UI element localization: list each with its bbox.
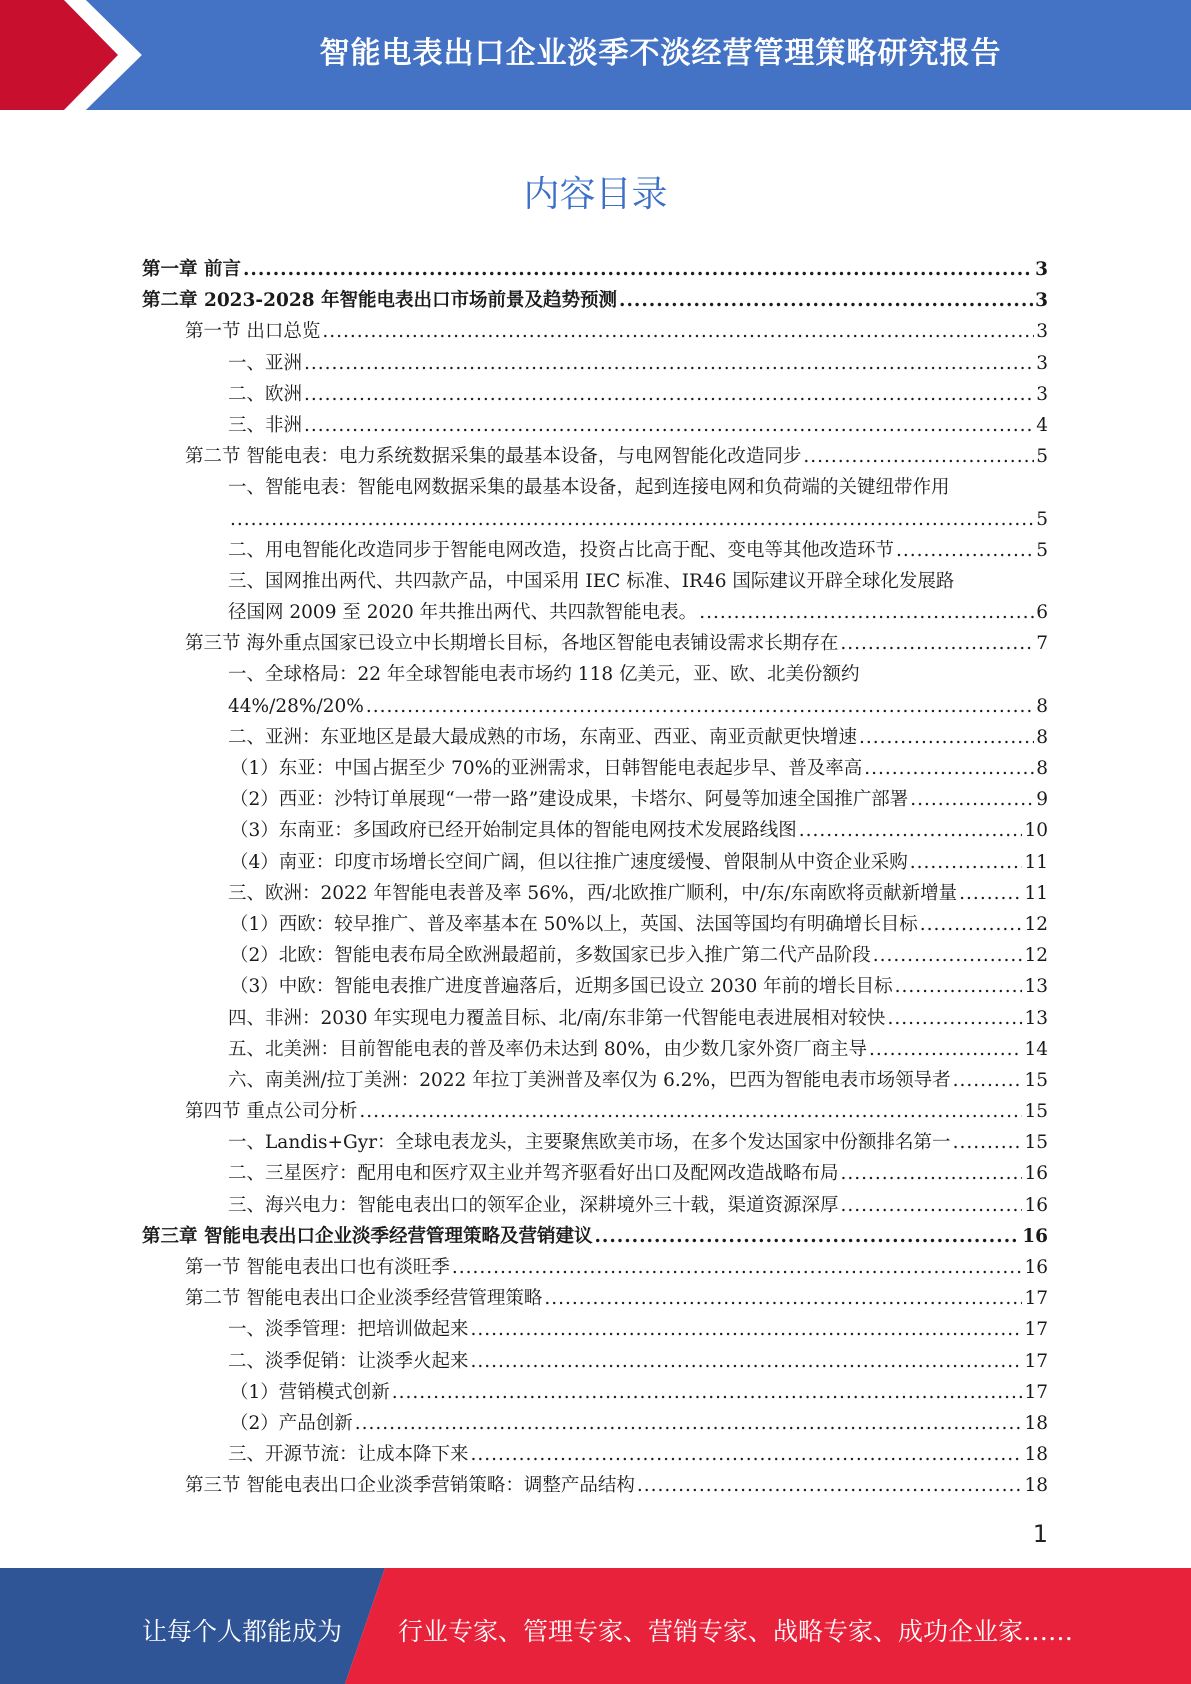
toc-leader-dots [841,1158,1023,1189]
toc-entry-page: 3 [1036,321,1048,343]
toc-entry[interactable] [142,1065,1048,1096]
toc-entry[interactable] [142,1158,1048,1189]
toc-entry[interactable] [142,535,1048,566]
toc-leader-dots [869,1034,1022,1065]
toc-entry-title: 第二章 2023-2028 年智能电表出口市场前景及趋势预测 [142,290,618,312]
toc-leader-dots [230,504,1034,535]
toc-entry-title: 六、南美洲/拉丁美洲：2022 年拉丁美洲普及率仅为 6.2%，巴西为智能电表市场领导者 [228,1069,951,1091]
toc-entry[interactable] [142,659,1048,690]
toc-entry[interactable] [142,940,1048,971]
toc-leader-dots [873,940,1023,971]
toc-leader-dots [910,847,1023,878]
toc-leader-dots [594,1221,1020,1252]
report-title: 智能电表出口企业淡季不淡经营管理策略研究报告 [319,36,1002,71]
toc-entry-page: 18 [1024,1475,1048,1497]
toc-leader-dots [803,441,1034,472]
toc-leader-dots [452,1252,1023,1283]
toc-entry-page: 17 [1024,1288,1048,1310]
toc-entry[interactable] [142,628,1048,659]
toc-leader-dots [304,379,1034,410]
toc-entry-title: 二、三星医疗：配用电和医疗双主业并驾齐驱看好出口及配网改造战略布局 [228,1163,839,1185]
toc-entry-page: 6 [1036,602,1048,624]
toc-leader-dots [619,285,1033,316]
toc-entry-page: 3 [1036,383,1048,405]
toc-entry-title: （1）东亚：中国占据至少 70%的亚洲需求，日韩智能电表起步早、普及率高 [230,758,863,779]
toc-entry[interactable] [142,1221,1048,1252]
toc-entry-page: 18 [1024,1444,1048,1466]
toc-entry-title: 二、亚洲：东亚地区是最大最成熟的市场，东南亚、西亚、南亚贡献更快增速 [228,726,858,748]
toc-entry-title: 四、非洲：2030 年实现电力覆盖目标、北/南/东非第一代智能电表进展相对较快 [228,1007,886,1029]
toc-entry-page: 15 [1024,1069,1048,1091]
toc-leader-dots [355,1408,1023,1439]
toc-leader-dots [699,597,1034,628]
toc-entry[interactable] [142,504,1048,535]
toc-entry-title: 第二节 智能电表出口企业淡季经营管理策略 [185,1288,543,1310]
toc-entry-title: （1）营销模式创新 [230,1381,390,1403]
toc-entry-page: 4 [1036,414,1048,436]
toc-entry-page: 5 [1036,446,1048,468]
toc-entry-title: 第四节 重点公司分析 [185,1101,358,1123]
toc-leader-dots [366,691,1034,722]
toc-leader-dots [953,1065,1023,1096]
toc-entry[interactable] [142,878,1048,909]
toc-entry-page: 13 [1024,976,1048,998]
toc-entry-page: 11 [1024,882,1048,904]
page-number: 1 [1032,1520,1048,1548]
toc-entry-title: （1）西欧：较早推广、普及率基本在 50%以上，英国、法国等国均有明确增长目标 [230,913,918,935]
toc-entry-title: 一、亚洲 [228,352,303,374]
toc-entry-page: 5 [1036,539,1048,561]
toc-entry[interactable] [142,1190,1048,1221]
toc-entry[interactable] [142,1252,1048,1283]
toc-entry-page: 16 [1024,1163,1048,1185]
toc-leader-dots [887,1003,1022,1034]
toc-entry-title: 三、海兴电力：智能电表出口的领军企业，深耕境外三十载，渠道资源深厚 [228,1194,839,1216]
toc-entry-page: 8 [1036,758,1048,779]
toc-leader-dots [359,1096,1022,1127]
toc-entry-page: 16 [1024,1257,1048,1278]
table-of-contents [142,254,1048,1502]
toc-leader-dots [243,254,1033,285]
toc-entry[interactable] [142,1034,1048,1065]
toc-entry-title: 第一节 智能电表出口也有淡旺季 [185,1257,450,1278]
toc-entry-title: （2）北欧：智能电表布局全欧洲最超前，多数国家已步入推广第二代产品阶段 [230,945,871,967]
footer-slogan-right: 行业专家、管理专家、营销专家、战略专家、成功企业家…… [398,1617,1074,1646]
toc-leader-dots [859,722,1034,753]
toc-entry-title: 三、欧洲：2022 年智能电表普及率 56%，西/北欧推广顺利，中/东/东南欧将贡献新增量 [228,882,958,904]
toc-entry-title: 五、北美洲：目前智能电表的普及率仍未达到 80%，由少数几家外资厂商主导 [228,1038,868,1060]
toc-entry-title: 一、全球格局：22 年全球智能电表市场约 118 亿美元，亚、欧、北美份额约 [228,664,860,686]
toc-leader-dots [304,410,1034,441]
page-footer [0,1568,1191,1684]
toc-entry-title: （2）西亚：沙特订单展现“一带一路”建设成果，卡塔尔、阿曼等加速全国推广部署 [230,789,909,811]
toc-entry[interactable] [142,847,1048,878]
toc-entry-page: 17 [1024,1350,1048,1372]
toc-entry[interactable] [142,316,1048,347]
toc-entry[interactable] [142,254,1048,285]
toc-leader-dots [471,1439,1023,1470]
toc-entry[interactable] [142,410,1048,441]
toc-entry-page: 3 [1036,352,1048,374]
toc-entry-page: 9 [1036,789,1048,811]
toc-entry-page: 3 [1035,259,1048,280]
toc-entry[interactable] [142,909,1048,940]
toc-entry-page: 5 [1036,508,1048,530]
toc-entry-page: 11 [1024,851,1048,873]
toc-entry[interactable] [142,1127,1048,1158]
toc-entry[interactable] [142,566,1048,597]
toc-entry-page: 16 [1024,1194,1048,1216]
toc-entry-title: 第一节 出口总览 [185,321,321,343]
toc-entry-page: 16 [1022,1225,1048,1247]
toc-entry[interactable] [142,597,1048,628]
toc-leader-dots [322,316,1034,347]
toc-leader-dots [910,784,1034,815]
toc-entry-title: 第一章 前言 [142,259,241,280]
toc-entry[interactable] [142,971,1048,1002]
toc-entry[interactable] [142,1439,1048,1470]
toc-entry-title: 一、智能电表：智能电网数据采集的最基本设备，起到连接电网和负荷端的关键纽带作用 [228,477,950,499]
toc-entry[interactable] [142,753,1048,784]
page-header [0,0,1191,110]
toc-entry-title: 第三节 智能电表出口企业淡季营销策略：调整产品结构 [185,1475,635,1497]
toc-entry-page: 12 [1024,945,1048,967]
toc-entry-page: 8 [1036,695,1048,717]
toc-entry-page: 15 [1024,1101,1048,1123]
toc-heading: 内容目录 [523,174,668,215]
toc-entry-page: 14 [1024,1038,1048,1060]
toc-entry-page: 18 [1024,1412,1048,1434]
toc-entry-page: 15 [1024,1132,1048,1154]
toc-entry[interactable] [142,815,1048,846]
footer-slogan-left: 让每个人都能成为 [142,1617,343,1646]
toc-entry-page: 17 [1024,1319,1048,1341]
toc-entry-title: 二、淡季促销：让淡季火起来 [228,1350,469,1372]
toc-leader-dots [471,1314,1023,1345]
toc-entry-title: （3）中欧：智能电表推广进度普遍落后，近期多国已设立 2030 年前的增长目标 [230,976,893,998]
toc-entry-page: 10 [1024,820,1048,842]
toc-entry-page: 8 [1036,726,1048,748]
toc-entry-title: 第三章 智能电表出口企业淡季经营管理策略及营销建议 [142,1225,593,1247]
toc-leader-dots [896,535,1034,566]
toc-entry-title: 第二节 智能电表：电力系统数据采集的最基本设备，与电网智能化改造同步 [185,446,802,468]
toc-entry[interactable] [142,1283,1048,1314]
toc-entry-page: 13 [1024,1007,1048,1029]
toc-entry[interactable] [142,784,1048,815]
toc-entry[interactable] [142,472,1048,503]
toc-entry[interactable] [142,285,1048,316]
toc-entry-title: （2）产品创新 [230,1412,353,1434]
toc-leader-dots [392,1377,1023,1408]
toc-entry-title: 二、用电智能化改造同步于智能电网改造，投资占比高于配、变电等其他改造环节 [228,539,895,561]
toc-leader-dots [895,971,1023,1002]
toc-entry[interactable] [142,1096,1048,1127]
toc-leader-dots [864,753,1034,784]
toc-leader-dots [637,1470,1023,1501]
toc-entry-title: 径国网 2009 至 2020 年共推出两代、共四款智能电表。 [228,602,698,624]
toc-leader-dots [799,815,1023,846]
toc-leader-dots [544,1283,1022,1314]
toc-entry[interactable] [142,379,1048,410]
toc-entry-page: 12 [1024,913,1048,935]
toc-leader-dots [471,1346,1023,1377]
toc-entry-title: 一、淡季管理：把培训做起来 [228,1319,469,1341]
toc-entry[interactable] [142,1003,1048,1034]
toc-entry-title: 三、非洲 [228,414,303,436]
toc-leader-dots [920,909,1023,940]
toc-entry-title: 二、欧洲 [228,383,303,405]
toc-leader-dots [959,878,1022,909]
toc-entry-page: 7 [1036,633,1048,655]
toc-entry-title: （3）东南亚：多国政府已经开始制定具体的智能电网技术发展路线图 [230,820,797,842]
toc-entry-page: 17 [1024,1381,1048,1403]
toc-entry-title: （4）南亚：印度市场增长空间广阔，但以往推广速度缓慢、曾限制从中资企业采购 [230,851,908,873]
toc-entry[interactable] [142,1408,1048,1439]
toc-entry-title: 一、Landis+Gyr：全球电表龙头，主要聚焦欧美市场，在多个发达国家中份额排名第一 [228,1132,951,1154]
toc-leader-dots [304,348,1034,379]
toc-leader-dots [840,628,1034,659]
toc-entry-title: 第三节 海外重点国家已设立中长期增长目标，各地区智能电表铺设需求长期存在 [185,633,839,655]
toc-entry-title: 三、国网推出两代、共四款产品，中国采用 IEC 标准、IR46 国际建议开辟全球化发展路 [228,570,955,592]
toc-entry[interactable] [142,348,1048,379]
toc-entry[interactable] [142,691,1048,722]
toc-leader-dots [953,1127,1023,1158]
toc-entry[interactable] [142,1314,1048,1345]
toc-entry-title: 三、开源节流：让成本降下来 [228,1444,469,1466]
toc-entry[interactable] [142,441,1048,472]
toc-entry[interactable] [142,1377,1048,1408]
toc-entry[interactable] [142,1470,1048,1501]
toc-entry-title: 44%/28%/20% [228,695,364,717]
toc-leader-dots [841,1190,1023,1221]
toc-entry-page: 3 [1035,290,1048,312]
toc-entry[interactable] [142,722,1048,753]
toc-entry[interactable] [142,1346,1048,1377]
